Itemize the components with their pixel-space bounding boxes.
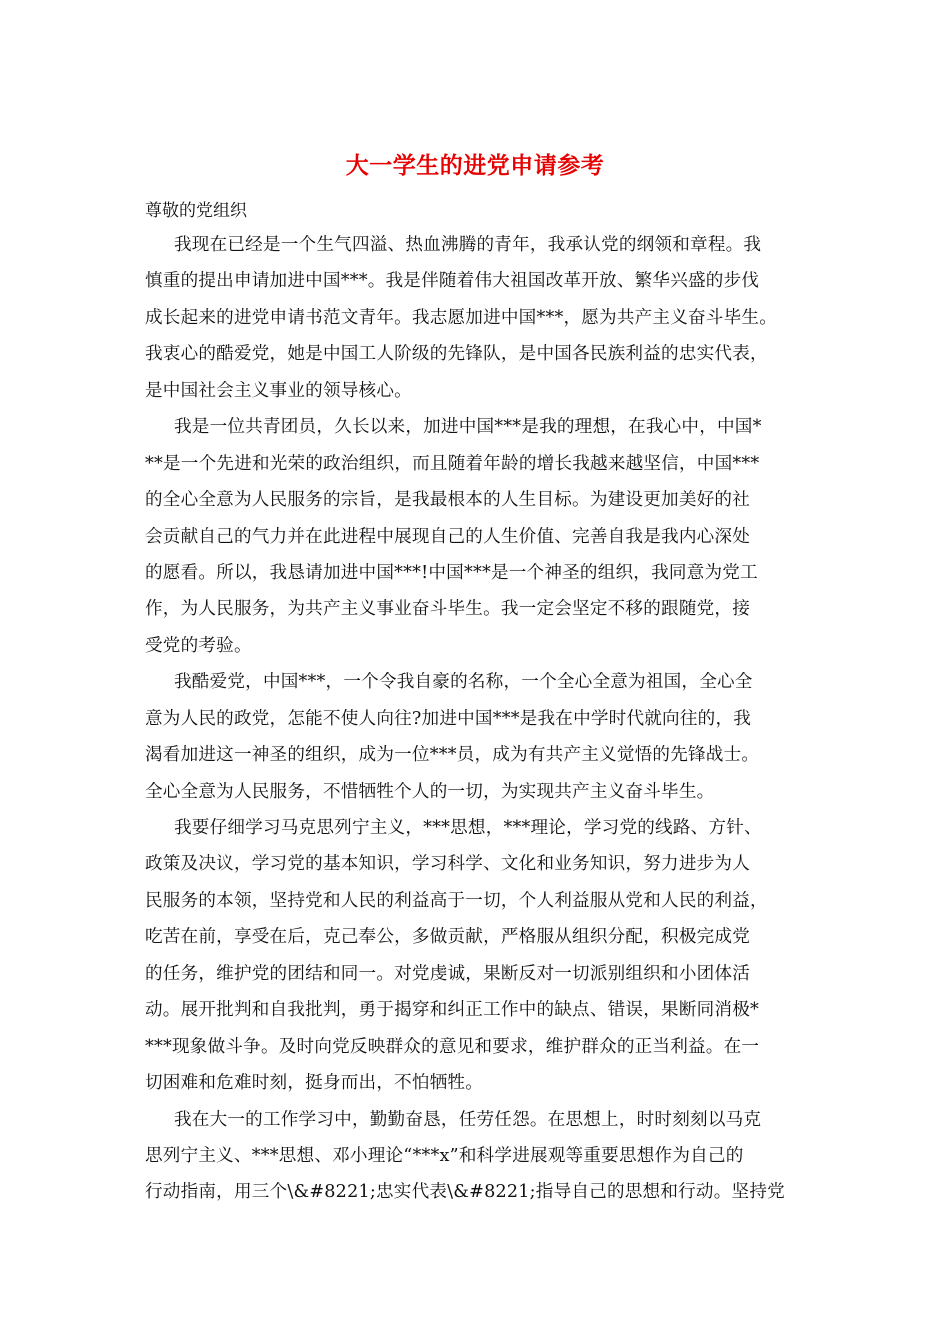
paragraph-line: 行动指南，用三个\&#8221;忠实代表\&#8221;指导自己的思想和行动。坚持党: [145, 1182, 785, 1203]
paragraph-line: ***现象做斗争。及时向党反映群众的意见和要求，维护群众的正当利益。在一: [145, 1036, 760, 1057]
paragraph-line: 我要仔细学习马克思列宁主义，***思想，***理论，学习党的线路、方针、: [174, 818, 762, 838]
paragraph-line: 动。展开批判和自我批判，勇于揭穿和纠正工作中的缺点、错误，果断同消极*: [145, 1000, 759, 1021]
paragraph-line: 受党的考验。: [145, 635, 252, 656]
paragraph-line: 我在大一的工作学习中，勤勤奋恳，任劳任怨。在思想上，时时刻刻以马克: [174, 1109, 762, 1130]
paragraph-line: 我衷心的酷爱党，她是中国工人阶级的先锋队，是中国各民族利益的忠实代表，: [145, 344, 768, 365]
paragraph-line: 的愿看。所以，我恳请加进中国***!中国***是一个神圣的组织，我同意为党工: [145, 562, 758, 583]
paragraph-line: 民服务的本领，坚持党和人民的利益高于一切，个人利益服从党和人民的利益，: [145, 890, 768, 911]
paragraph-line: 是中国社会主义事业的领导核心。: [145, 380, 412, 401]
paragraph-line: 的全心全意为人民服务的宗旨，是我最根本的人生目标。为建设更加美好的社: [145, 490, 750, 511]
paragraph-line: 我酷爱党，中国***，一个令我自豪的名称，一个全心全意为祖国，全心全: [174, 672, 753, 693]
paragraph-line: 的任务，维护党的团结和同一。对党虔诚，果断反对一切派别组织和小团体活: [145, 963, 750, 984]
paragraph-line: 我是一位共青团员，久长以来，加进中国***是我的理想，在我心中，中国*: [174, 417, 762, 438]
paragraph-line: 会贡献自己的气力并在此进程中展现自己的人生价值、完善自我是我内心深处: [145, 526, 750, 547]
paragraph-line: 吃苦在前，享受在后，克己奉公，多做贡献，严格服从组织分配，积极完成党: [145, 927, 750, 948]
paragraph-line: 慎重的提出申请加进中国***。我是伴随着伟大祖国改革开放、繁华兴盛的步伐: [145, 271, 760, 292]
paragraph-line: 政策及决议，学习党的基本知识，学习科学、文化和业务知识，努力进步为人: [145, 854, 750, 875]
document-title: 大一学生的进党申请参考: [345, 152, 605, 179]
document-body: [145, 231, 825, 1215]
paragraph-line: 我现在已经是一个生气四溢、热血沸腾的青年，我承认党的纲领和章程。我: [174, 235, 762, 255]
paragraph-line: 渴看加进这一神圣的组织，成为一位***员，成为有共产主义觉悟的先锋战士。: [145, 745, 760, 766]
paragraph-line: 切困难和危难时刻，挺身而出，不怕牺牲。: [145, 1073, 484, 1094]
paragraph-line: 作，为人民服务，为共产主义事业奋斗毕生。我一定会坚定不移的跟随党，接: [145, 599, 750, 620]
paragraph-line: 意为人民的政党，怎能不使人向往?加进中国***是我在中学时代就向往的，我: [145, 708, 752, 729]
paragraph-line: 全心全意为人民服务，不惜牺牲个人的一切，为实现共产主义奋斗毕生。: [145, 781, 715, 802]
paragraph-line: 成长起来的进党申请书范文青年。我志愿加进中国***，愿为共产主义奋斗毕生。: [145, 307, 777, 328]
paragraph-line: 思列宁主义、***思想、邓小理论“***x”和科学进展观等重要思想作为自己的: [145, 1145, 744, 1166]
paragraph-line: **是一个先进和光荣的政治组织，而且随着年龄的增长我越来越坚信，中国***: [145, 453, 760, 474]
salutation: 尊敬的党组织: [145, 201, 247, 221]
